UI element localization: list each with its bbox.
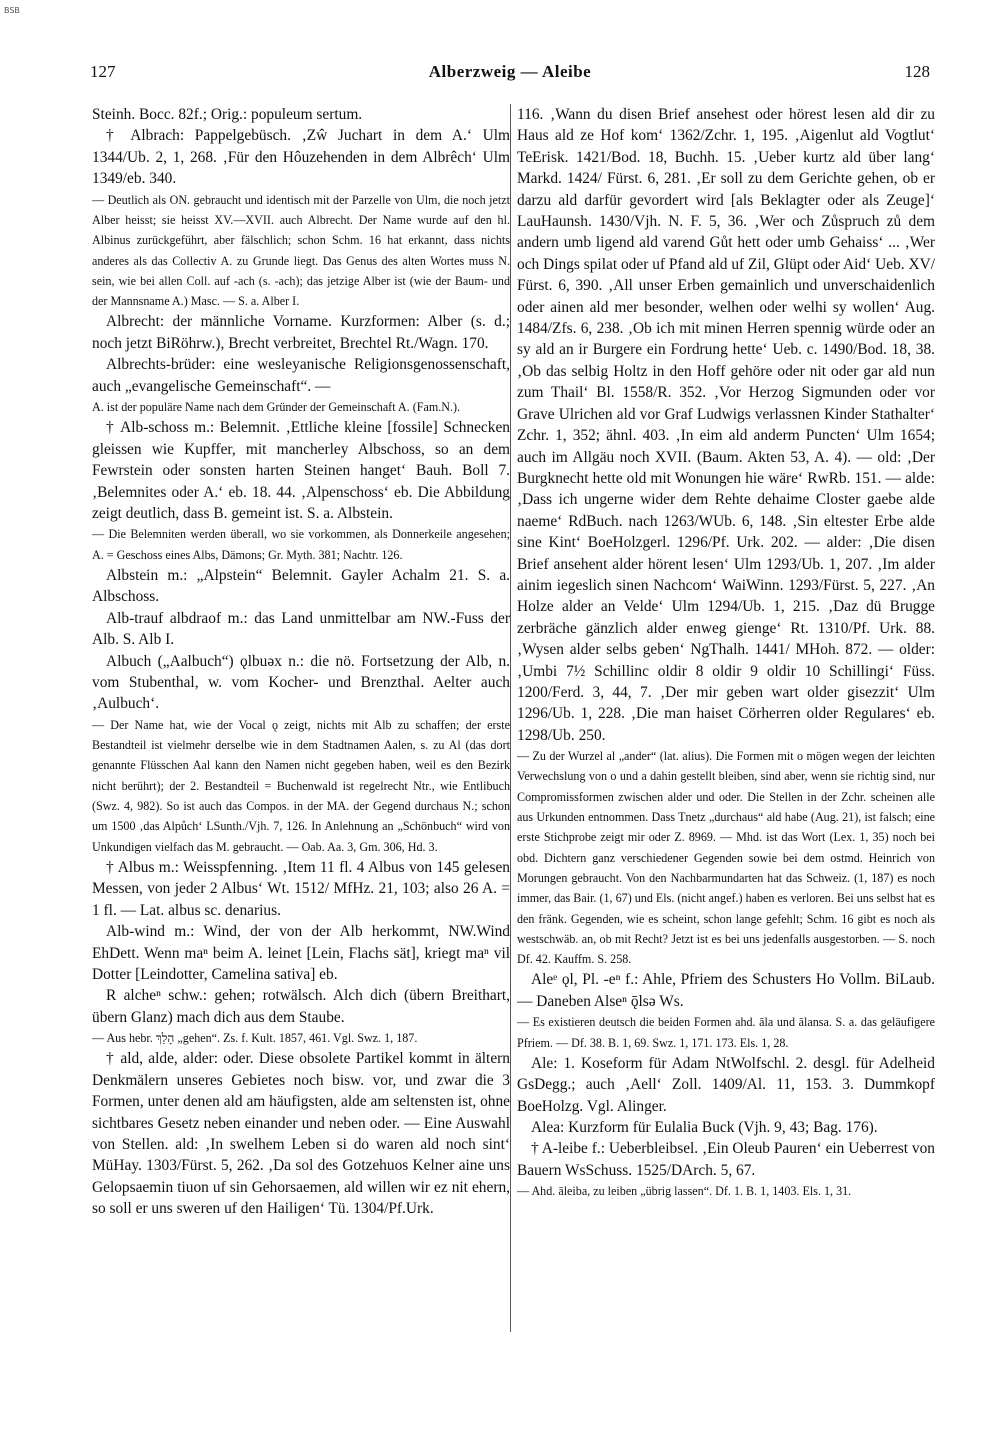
- left-entry-13: Alb-wind m.: Wind, der von der Alb herkommt, NW.Wind EhDett. Wenn maⁿ beim A. leinet [Lein, Flachs sät], kriegt maⁿ vil Dotter [Leindotter, Camelina sativa] eb.: [92, 923, 510, 983]
- left-entry-0: Steinh. Bocc. 82f.; Orig.: populeum sertum.: [92, 106, 363, 123]
- left-entry-8: Albstein m.: „Alpstein“ Belemnit. Gayler Achalm 21. S. a. Albschoss.: [92, 566, 510, 606]
- right-entry-0: 116. ‚Wann du disen Brief ansehest oder hörest lesen ald dir zu Haus ald ze Hof kom‘ 1362/Zchr. 1, 195. ‚Aigenlut ald Vogtlut‘ TeErisk. 1421/Bod. 18, Buchh. 15. ‚Ueber kurtz ald über lang‘ Markd. 1424/ Fürst. 6, 281. ‚Er soll zu dem Gerichte gehen, ob er darzu ald darfür gevordert wird [als Beklagter oder als Zeuge]‘ LauHaunsh. 1430/Vjh. N. F. 5, 36. ‚Wer och Zůspruch zů dem andern umb ligend ald varend Gůt hett oder umb Gehaiss‘ ... ‚Wer och Dings spilat oder uf Pfand ald uf Zil, Glüpt oder Aid‘ Ueb. XV/ Fürst. 6, 390. ‚All unser Erben gemainlich und unverschaidenlich oder ainen ald mer besonder, welhen oder welhi sy wollen‘ Aug. 1484/Zfs. 6, 238. ‚Ob ich mit minen Herren spennig würde oder an sy ald an ir Burgere ein Fordrung hette‘ Ueb. c. 1490/Bod. 18, 38. ‚Ob das selbig Holtz in den Hoff gehöre oder nit oder gar ald nun zum Thail‘ Bl. 1558/R. 352. ‚Vor Herzog Sigmunden oder vor Grave Ulrichen ald vor Graf Ludwigs verlassnen Kinder Stathalter‘ Zchr. 1, 352; ähnl. 403. ‚In eim ald anderm Puncten‘ Ulm 1654; auch im Allgäu noch XVII. (Baum. Akten 53, A. 4). — old: ‚Der Burgknecht hette old mit Wonungen hie wäre‘ RwRb. 151. — alde: ‚Dass ich ungerne wider dem Rehte dehaime Closter gaebe alde naeme‘ RdBuch. nach 1263/WUb. 6, 148. ‚Sin eltester Erbe alde sine Kint‘ BoeHolzgerl. 1296/Pf. Urk. 202. — alder: ‚Die disen Brief ansehent alder hörent lesen‘ Ulm 1293/Ub. 1, 207. ‚Im alder ainim iegeslich sinen Nachcom‘ WaiWinn. 1293/Fürst. 5, 227. ‚An Holze alder an Velde‘ Ulm 1294/Ub. 1, 215. ‚Daz dü Brugge zerbräche gänzlich alder enweg gienge‘ Rt. 1310/Pf. Urk. 88. ‚Wysen alder selbs geben‘ NgThalh. 1441/ MHoh. 872. — older: ‚Umbi 7½ Schillinc oldir 8 oldir 9 oldir 10 Schillingi‘ Füss. 1200/Ferd. 3, 44, 7. ‚Der mir geben wart older gisezzit‘ Ulm 1296/Ub. 1, 228. ‚Die man haiset Cörherren older Regulares‘ eb. 1298/Ub. 250.: [517, 106, 935, 744]
- left-entry-1: † Albrach: Pappelgebüsch. ‚Zŵ Juchart in dem A.‘ Ulm 1344/Ub. 2, 1, 268. ‚Für den Hôuzehenden in dem Albrêch‘ Ulm 1349/eb. 340.: [92, 127, 510, 188]
- left-entry-10: Albuch („Aalbuch“) ǫlbuəx n.: die nö. Fortsetzung der Alb, n. vom Stubenthal, w. vom Kocher- und Brenzthal. Aelter auch ‚Aulbuch‘.: [92, 652, 510, 713]
- left-entry-12: † Albus m.: Weisspfenning. ‚Item 11 fl. 4 Albus von 145 gelesen Messen, von jeder 2 Albus‘ Wt. 1512/ MfHz. 21, 103; also 26 A. = 1 fl. — Lat. albus sc. denarius.: [92, 858, 510, 919]
- page-number-right: 128: [904, 62, 930, 81]
- right-entry-5: Alea: Kurzform für Eulalia Buck (Vjh. 9, 43; Bag. 176).: [531, 1119, 878, 1137]
- right-entry-7: — Ahd. āleiba, zu leiben „übrig lassen“. Df. 1. B. 1, 1403. Els. 1, 31.: [517, 1184, 852, 1199]
- left-entry-6: † Alb-schoss m.: Belemnit. ‚Ettliche kleine [fossile] Schnecken gleissen wie Kupffer, mit mancherley Albschoss, so an dem Fewrstein oder sonsten harten Steinen hanget‘ Bauh. Boll 7. ‚Belemnites oder A.‘ eb. 18. 44. ‚Alpenschoss‘ eb. Die Abbildung zeigt deutlich, dass B. gemeint ist. S. a. Albstein.: [92, 419, 510, 522]
- left-entry-3: Albrecht: der männliche Vorname. Kurzformen: Alber (s. d.; noch jetzt BiRöhrw.), Brecht verbreitet, Brechtel Rt./Wagn. 170.: [92, 313, 510, 352]
- left-entry-11: — Der Name hat, wie der Vocal ǫ zeigt, nichts mit Alb zu schaffen; der erste Bestandteil ist vielmehr derselbe wie in dem Stadtnamen Aalen, s. zu Al (das dort genannte Flüsschen Aal kann den Namen nicht gegeben haben, weil es den Bezirk nicht berührt); der 2. Bestandteil = Buchenwald ist regelrecht Ntr., wie Entlibuch (Swz. 4, 982). So ist auch das Compos. in der MA. der Gegend durchaus N.; schon um 1500 ‚das Alpůch‘ LSunth./Vjh. 7, 126. In Anlehnung an „Schönbuch“ wird von Unkundigen vielfach das M. gebraucht. — Oab. Aa. 3, Gm. 306, Hd. 3.: [92, 717, 510, 854]
- right-entry-4: Ale: 1. Koseform für Adam NtWolfschl. 2. desgl. für Adelheid GsDegg.; auch ‚Aell‘ Zoll. 1409/Al. 11, 153. 3. Dummkopf BoeHolzg. Vgl. Alinger.: [517, 1054, 935, 1115]
- left-entry-5: A. ist der populäre Name nach dem Gründer der Gemeinschaft A. (Fam.N.).: [92, 400, 461, 415]
- left-entry-7: — Die Belemniten werden überall, wo sie vorkommen, als Donnerkeile angesehen; A. = Geschoss eines Albs, Dämons; Gr. Myth. 381; Nachtr. 126.: [92, 527, 510, 562]
- page-number-left: 127: [90, 62, 116, 81]
- left-entry-4: Albrechts-brüder: eine wesleyanische Religionsgenossenschaft, auch „evangelische Gemeinschaft“. —: [92, 356, 510, 395]
- left-entry-2: — Deutlich als ON. gebraucht und identisch mit der Parzelle von Ulm, die noch jetzt Alber heisst; sie heisst XV.—XVII. auch Albrecht. Der Name wurde auf den hl. Albinus zurückgeführt, aber fälschlich; schon Schm. 16 hat erkannt, dass nichts anderes als das Collectiv A. zu Grunde liegt. Das Genus des alten Wortes muss N. sein, wie bei allen Coll. auf -ach (s. -ach); das jetzige Alber ist (wie der Baum- und der Mannsname A.) Masc. — S. a. Alber I.: [92, 192, 510, 309]
- page-header: [90, 62, 930, 86]
- right-entry-2: Aleᵉ ǫl, Pl. -eⁿ f.: Ahle, Pfriem des Schusters Ho Vollm. BiLaub. — Daneben Alseⁿ ǭlsə Ws.: [517, 971, 935, 1010]
- left-entry-16: † ald, alde, alder: oder. Diese obsolete Partikel kommt in ältern Denkmälern unseres Gebietes noch bisw. vor, und zwar die 3 Formen, unter denen ald am häufigsten, alde am seltensten ist, ohne sichtbares Gesetz neben einander und neben oder. — Eine Auswahl von Stellen. ald: ‚In swelhem Leben si do waren ald noch sint‘ MüHay. 1303/Fürst. 5, 262. ‚Da sol des Gotzehuos Kelner aine uns Gelopsaemin tiuon uf sin Gehorsaemen, ald willen wir ez nit ehern, so soll er uns sweren uf den Hailigen‘ Tü. 1304/Pf.Urk.: [92, 1050, 510, 1218]
- library-stamp: BSB: [4, 6, 20, 15]
- right-entry-6: † A-leibe f.: Ueberbleibsel. ‚Ein Oleub Pauren‘ ein Ueberrest von Bauern WsSchuss. 1525/DArch. 5, 67.: [517, 1140, 935, 1179]
- right-entry-3: — Es existieren deutsch die beiden Formen ahd. āla und ālansa. S. a. das geläufigere Pfriem. — Df. 38. B. 1, 69. Swz. 1, 171. 173. Els. 1, 28.: [517, 1015, 935, 1050]
- left-column: [92, 104, 510, 1334]
- running-title: Alberzweig — Aleibe: [428, 62, 592, 81]
- right-column: [517, 104, 935, 1334]
- column-divider: [510, 104, 511, 1332]
- right-entry-1: — Zu der Wurzel al „ander“ (lat. alius). Die Formen mit o mögen wegen der leichten Verwechslung von o und a dahin gestellt bleiben, sind aber, wenn sie richtig sind, nur Compromissformen zwischen alder und oder. Die Stellen in der Zchr. scheinen alle aus Urkunden entnommen. Dass Tnetz „durchaus“ ald habe (Aug. 21), ist falsch; eine erste Stichprobe zeigt mir oder Z. 8969. — Mhd. ist das Wort (Lex. 1, 35) noch bei obd. Dichtern ganz verschiedener Gegenden sowie bei dem ostmd. Heinrich von Morungen gebraucht. Von den Nachbarmundarten hat das Schweiz. (1, 187) es noch immer, das Bair. (1, 67) und Els. (nicht angef.) haben es verloren. Bei uns selbst hat es den fränk. Gegenden, wie es scheint, schon lange gefehlt; Schm. 16 gibt es noch als westschwäb. an, ob mit Recht? Jetzt ist es bei uns jedenfalls ausgestorben. — S. noch Df. 42. Kauffm. S. 258.: [517, 749, 935, 967]
- left-entry-14: R alcheⁿ schw.: gehen; rotwälsch. Alch dich (übern Breithart, übern Glanz) mach dich aus dem Staube.: [92, 987, 510, 1026]
- left-entry-9: Alb-trauf albdraof m.: das Land unmittelbar am NW.-Fuss der Alb. S. Alb I.: [92, 609, 510, 649]
- left-entry-15: — Aus hebr. הָלַךְ „gehen“. Zs. f. Kult. 1857, 461. Vgl. Swz. 1, 187.: [92, 1031, 418, 1046]
